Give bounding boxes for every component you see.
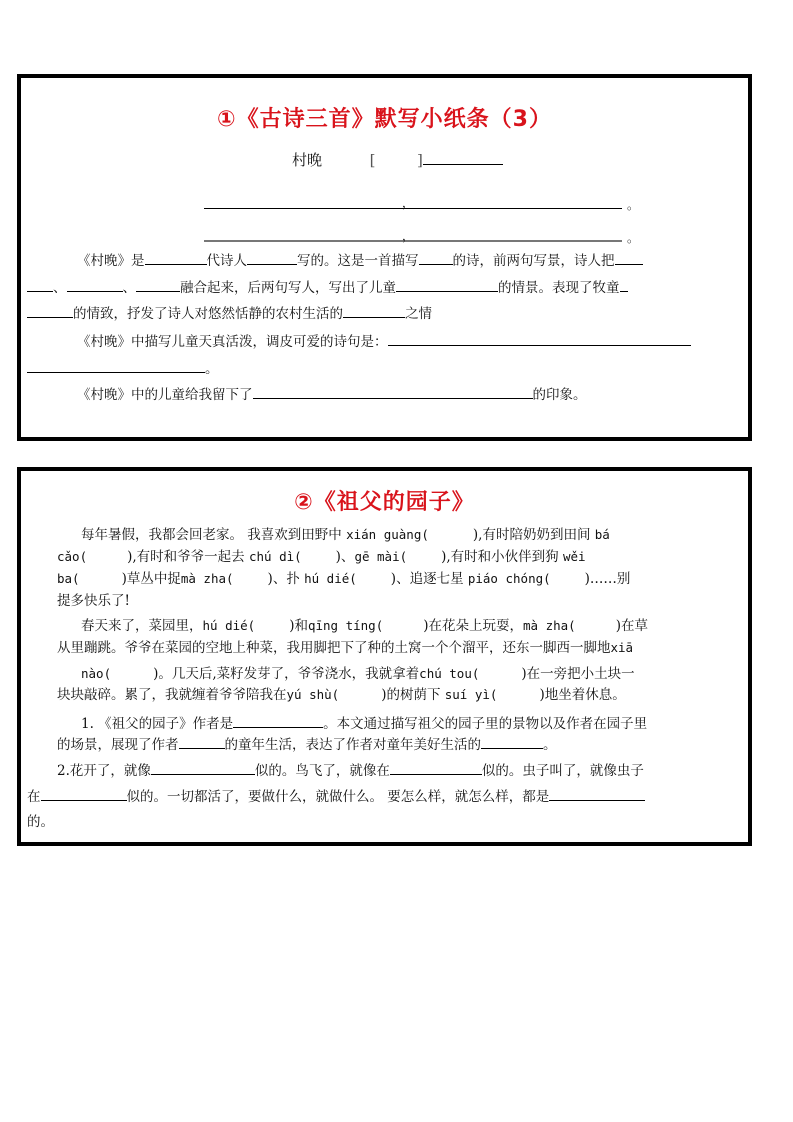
bracket-open: [ bbox=[369, 151, 376, 169]
emotion-blank[interactable] bbox=[481, 734, 543, 749]
card1-q2-line1: 《村晚》中描写儿童天真活泼，调皮可爱的诗句是： bbox=[77, 331, 691, 352]
theme-answer-blank[interactable] bbox=[419, 250, 453, 265]
card1-q3: 《村晚》中的儿童给我留下了 的印象。 bbox=[77, 384, 587, 405]
para1-line3: ba( )草丛中捉mà zha( )、扑 hú dié( )、追逐七星 piáo chóng( )……别 bbox=[57, 571, 631, 587]
poem-line-2-period: 。 bbox=[627, 231, 640, 245]
scene-blank-2[interactable] bbox=[27, 277, 53, 292]
para2-line2: 从里蹦跳。爷爷在菜园的空地上种菜，我用脚把下了种的土窝一个个溜平，还东一脚西一脚地xiā bbox=[57, 640, 634, 656]
flower-blank[interactable] bbox=[151, 760, 255, 775]
children-scene-blank[interactable] bbox=[396, 277, 498, 292]
insect-blank[interactable] bbox=[41, 786, 127, 801]
para2-line3: nào( )。几天后,菜籽发芽了，爷爷浇水，我就拿着chú tou( )在一旁把小土块一 bbox=[81, 666, 635, 682]
childhood-blank[interactable] bbox=[179, 734, 225, 749]
poem-line-1-comma: ， bbox=[402, 196, 415, 210]
card1-q2-line2: 。 bbox=[27, 358, 219, 379]
pinyin-xian-guang: xián guàng( bbox=[346, 527, 429, 542]
card2-title: ②《祖父的园子》 bbox=[294, 490, 475, 515]
card1-q1-line1: 《村晚》是 代诗人 写的。这是一首描写 的诗，前两句写景，诗人把 bbox=[77, 250, 643, 271]
poem-line-2-comma: ， bbox=[402, 229, 415, 243]
herdboy-blank-a[interactable] bbox=[620, 277, 628, 292]
dynasty-answer-blank[interactable] bbox=[145, 250, 207, 265]
scene-blank-3[interactable] bbox=[67, 277, 123, 292]
herdboy-blank-b[interactable] bbox=[27, 303, 73, 318]
poem-verse-blank-a[interactable] bbox=[388, 331, 691, 346]
feeling-blank[interactable] bbox=[343, 303, 405, 318]
para1-line1: 每年暑假，我都会回老家。 我喜欢到田野中 xián guàng( ),有时陪奶奶到田间 bá bbox=[81, 527, 610, 543]
card2-q1-line1: 1. 《祖父的园子》作者是 。本文通过描写祖父的园子里的景物以及作者在园子里 bbox=[81, 713, 647, 734]
card2-q2-line3: 的。 bbox=[27, 814, 54, 830]
card1-title: ①《古诗三首》默写小纸条（3） bbox=[217, 107, 552, 132]
bird-blank[interactable] bbox=[390, 760, 482, 775]
bracket-close: ] bbox=[417, 151, 423, 169]
poem-verse-blank-b[interactable] bbox=[27, 358, 205, 373]
card2-q2-line1: 2.花开了，就像 似的。鸟飞了，就像在 似的。虫子叫了，就像虫子 bbox=[57, 760, 644, 781]
card-poem-dictation bbox=[17, 74, 752, 441]
scene-blank-4[interactable] bbox=[136, 277, 180, 292]
para2-line1: 春天来了，菜园里，hú dié( )和qīng tíng( )在花朵上玩耍，mà zha( )在草 bbox=[81, 618, 648, 634]
poet-answer-blank[interactable] bbox=[247, 250, 297, 265]
card-grandfather-garden bbox=[17, 467, 752, 846]
para1-line4: 提多快乐了! bbox=[57, 593, 130, 609]
para1-line2: cǎo( ),有时和爷爷一起去 chú dì( )、gē mài( ),有时和小伙伴到狗 wěi bbox=[57, 549, 586, 565]
poem-line-1-period: 。 bbox=[627, 198, 640, 212]
impression-blank[interactable] bbox=[253, 384, 533, 399]
card2-q1-line2: 的场景，展现了作者 的童年生活，表达了作者对童年美好生活的 。 bbox=[57, 734, 557, 755]
author-name-blank[interactable] bbox=[233, 713, 323, 728]
card1-q1-line3: 的情致，抒发了诗人对悠然恬静的农村生活的 之情 bbox=[27, 303, 432, 324]
free-blank[interactable] bbox=[549, 786, 645, 801]
card1-q1-line2: 、 、 融合起来，后两句写人，写出了儿童 的情景。表现了牧童 bbox=[27, 277, 628, 298]
author-blank[interactable] bbox=[423, 150, 503, 165]
poem-title: 村晚 bbox=[292, 151, 323, 169]
para2-line4: 块块敲碎。累了，我就缠着爷爷陪我在yú shù( )的树荫下 suí yì( )地坐着休息。 bbox=[57, 687, 626, 703]
card2-q2-line2: 在 似的。一切都活了，要做什么，就做什么。 要怎么样，就怎么样，都是 bbox=[27, 786, 645, 807]
poem-header bbox=[292, 150, 503, 170]
scene-blank-1[interactable] bbox=[615, 250, 643, 265]
